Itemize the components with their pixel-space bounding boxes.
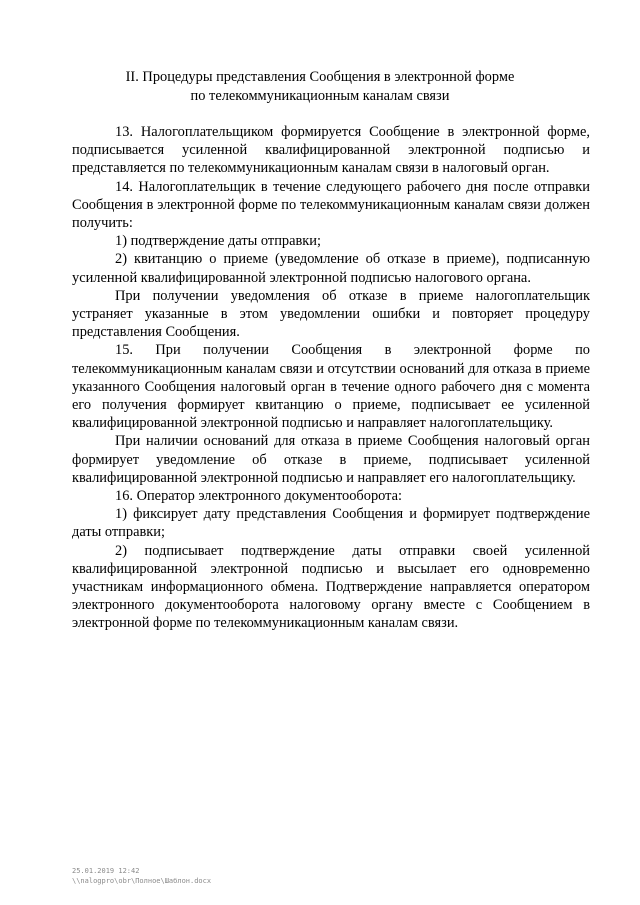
paragraph-14: 14. Налогоплательщик в течение следующего рабочего дня после отправки Сообщения в электронной форме по телекоммуникационным каналам связи должен получить:: [72, 178, 590, 232]
footer-timestamp: 25.01.2019 12:42: [72, 867, 140, 875]
paragraph-14-rejection: При получении уведомления об отказе в приеме налогоплательщик устраняет указанные в этом уведомлении ошибки и повторяет процедуру представления Сообщения.: [72, 287, 590, 341]
paragraph-16: 16. Оператор электронного документооборота:: [115, 488, 403, 505]
document-body: [72, 123, 590, 633]
paragraph-14-item-2: 2) квитанцию о приеме (уведомление об отказе в приеме), подписанную усиленной квалифицированной электронной подписью налогового органа.: [72, 251, 590, 286]
file-footer: [72, 866, 211, 886]
paragraph-15-rejection: При наличии оснований для отказа в приеме Сообщения налоговый орган формирует уведомление об отказе в приеме, подписывает усиленной квалифицированной электронной подписью и направляет его налогоплательщику.: [72, 433, 590, 486]
heading-line-2: по телекоммуникационным каналам связи: [190, 88, 450, 104]
paragraph-14-item-1: 1) подтверждение даты отправки;: [115, 233, 321, 250]
paragraph-13: 13. Налогоплательщиком формируется Сообщение в электронной форме, подписывается усиленной квалифицированной электронной подписью и представляется по телекоммуникационным каналам связи в налоговый орган.: [72, 124, 590, 177]
paragraph-15: 15. При получении Сообщения в электронной форме по телекоммуникационным каналам связи и отсутствии оснований для отказа в приеме указанного Сообщения налоговый орган в течение одного рабочего дня с момента его получения формирует квитанцию о приеме, подписывает ее усиленной квалифицированной электронной подписью и направляет налогоплательщику.: [72, 342, 590, 432]
paragraph-16-item-2: 2) подписывает подтверждение даты отправки своей усиленной квалифицированной электронной подписью и высылает его одновременно участникам информационного обмена. Подтверждение направляется оператором электронного документооборота налоговому органу вместе с Сообщением в электронной форме по телекоммуникационным каналам связи.: [72, 542, 590, 632]
heading-line-1: II. Процедуры представления Сообщения в электронной форме: [125, 69, 515, 85]
footer-file-path: \\nalogpro\obr\Полное\Шаблон.docx: [72, 877, 212, 885]
paragraph-16-item-1: 1) фиксирует дату представления Сообщения и формирует подтверждение даты отправки;: [72, 506, 590, 541]
section-heading: [0, 68, 640, 106]
